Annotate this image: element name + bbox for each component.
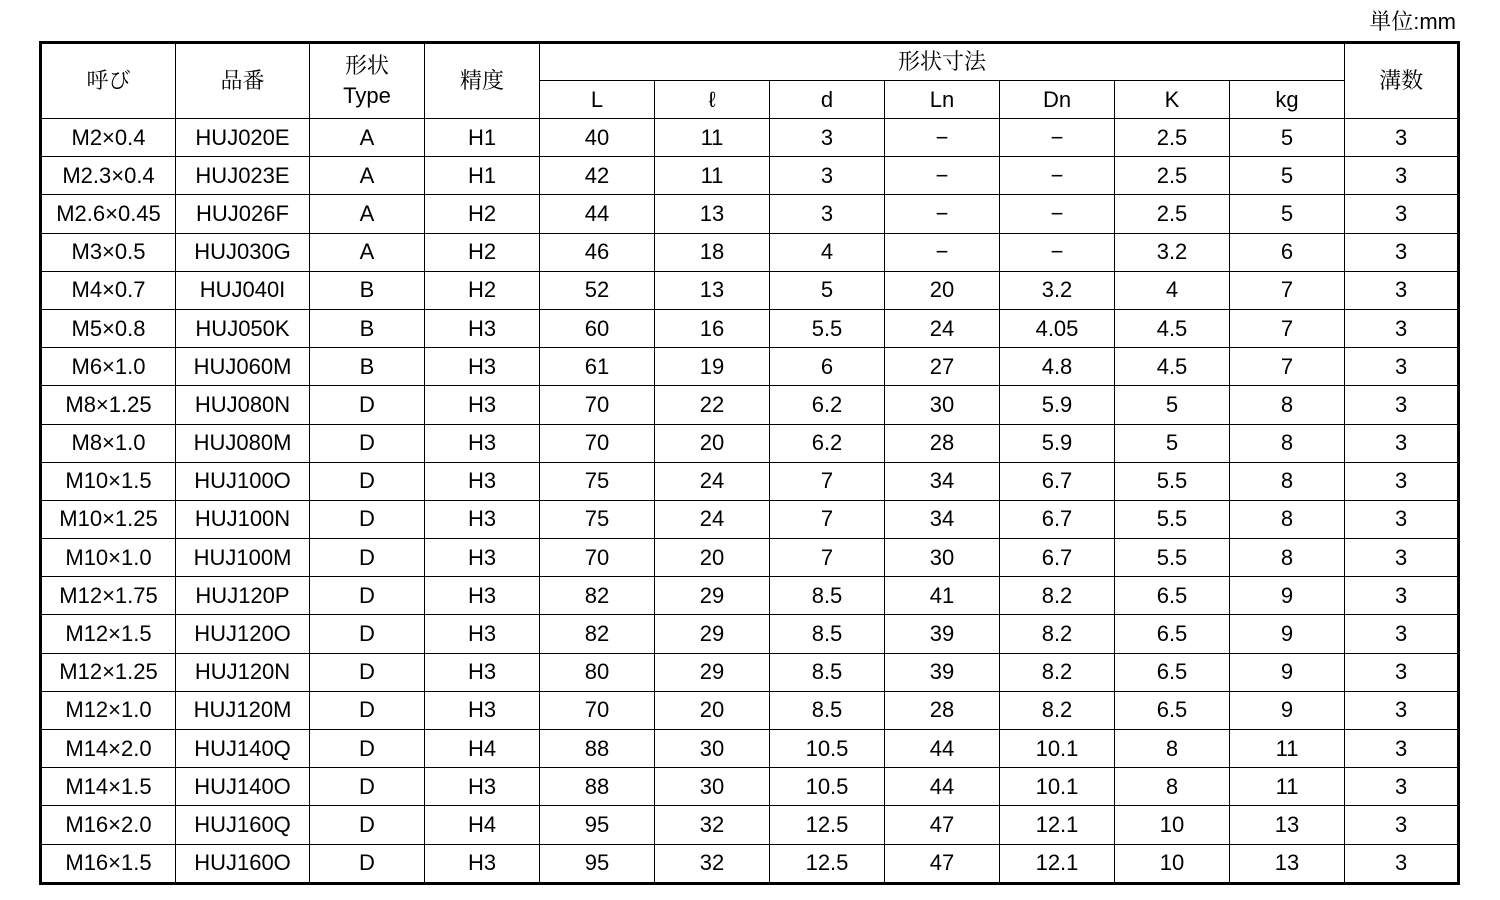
cell-Dn: 6.7 — [1000, 500, 1115, 538]
cell-d: 6 — [770, 348, 885, 386]
cell-Dn: 5.9 — [1000, 424, 1115, 462]
cell-l: 13 — [655, 195, 770, 233]
cell-L: 82 — [540, 577, 655, 615]
table-body — [41, 119, 1459, 884]
cell-kg: 7 — [1230, 348, 1345, 386]
cell-grooves: 3 — [1345, 577, 1459, 615]
cell-Dn: 6.7 — [1000, 539, 1115, 577]
cell-shape: D — [310, 615, 425, 653]
cell-kg: 8 — [1230, 424, 1345, 462]
cell-l: 20 — [655, 539, 770, 577]
table-row — [41, 157, 1459, 195]
cell-Dn: 8.2 — [1000, 653, 1115, 691]
cell-l: 16 — [655, 309, 770, 347]
cell-hinban: HUJ030G — [176, 233, 310, 271]
cell-seido: H1 — [425, 119, 540, 157]
table-row — [41, 500, 1459, 538]
cell-yobi: M4×0.7 — [41, 271, 176, 309]
cell-kg: 6 — [1230, 233, 1345, 271]
cell-seido: H2 — [425, 195, 540, 233]
cell-seido: H3 — [425, 539, 540, 577]
cell-K: 10 — [1115, 806, 1230, 844]
header-hinban: 品番 — [176, 43, 310, 119]
cell-l: 18 — [655, 233, 770, 271]
cell-yobi: M2.3×0.4 — [41, 157, 176, 195]
cell-Dn: 5.9 — [1000, 386, 1115, 424]
cell-K: 4.5 — [1115, 348, 1230, 386]
cell-seido: H3 — [425, 844, 540, 883]
cell-Ln: 44 — [885, 730, 1000, 768]
table-row — [41, 615, 1459, 653]
cell-grooves: 3 — [1345, 233, 1459, 271]
cell-L: 42 — [540, 157, 655, 195]
cell-grooves: 3 — [1345, 768, 1459, 806]
cell-kg: 9 — [1230, 577, 1345, 615]
cell-d: 5.5 — [770, 309, 885, 347]
cell-seido: H2 — [425, 233, 540, 271]
cell-l: 19 — [655, 348, 770, 386]
cell-Ln: 28 — [885, 424, 1000, 462]
cell-l: 29 — [655, 577, 770, 615]
cell-yobi: M2.6×0.45 — [41, 195, 176, 233]
cell-Ln: 20 — [885, 271, 1000, 309]
cell-grooves: 3 — [1345, 424, 1459, 462]
cell-K: 5.5 — [1115, 500, 1230, 538]
cell-Dn: 12.1 — [1000, 844, 1115, 883]
cell-Dn: − — [1000, 195, 1115, 233]
cell-seido: H3 — [425, 500, 540, 538]
cell-K: 2.5 — [1115, 195, 1230, 233]
cell-shape: D — [310, 462, 425, 500]
cell-grooves: 3 — [1345, 844, 1459, 883]
cell-hinban: HUJ080N — [176, 386, 310, 424]
cell-l: 29 — [655, 653, 770, 691]
cell-hinban: HUJ026F — [176, 195, 310, 233]
cell-Ln: 39 — [885, 615, 1000, 653]
cell-Dn: 10.1 — [1000, 768, 1115, 806]
cell-grooves: 3 — [1345, 271, 1459, 309]
cell-Dn: − — [1000, 119, 1115, 157]
cell-shape: D — [310, 500, 425, 538]
cell-kg: 5 — [1230, 157, 1345, 195]
cell-l: 32 — [655, 806, 770, 844]
header-shape — [310, 43, 425, 119]
table-row — [41, 539, 1459, 577]
cell-d: 10.5 — [770, 730, 885, 768]
cell-shape: B — [310, 309, 425, 347]
cell-K: 4 — [1115, 271, 1230, 309]
cell-d: 12.5 — [770, 844, 885, 883]
cell-shape: D — [310, 730, 425, 768]
cell-Ln: 28 — [885, 691, 1000, 729]
cell-Ln: − — [885, 157, 1000, 195]
cell-seido: H3 — [425, 577, 540, 615]
cell-l: 22 — [655, 386, 770, 424]
cell-d: 3 — [770, 119, 885, 157]
cell-seido: H3 — [425, 424, 540, 462]
cell-K: 6.5 — [1115, 691, 1230, 729]
table-row — [41, 348, 1459, 386]
cell-seido: H3 — [425, 653, 540, 691]
cell-yobi: M5×0.8 — [41, 309, 176, 347]
cell-hinban: HUJ160Q — [176, 806, 310, 844]
cell-shape: A — [310, 233, 425, 271]
cell-yobi: M10×1.5 — [41, 462, 176, 500]
cell-shape: D — [310, 386, 425, 424]
cell-K: 5.5 — [1115, 539, 1230, 577]
header-dim-kg: kg — [1230, 81, 1345, 119]
cell-K: 5.5 — [1115, 462, 1230, 500]
cell-hinban: HUJ120P — [176, 577, 310, 615]
cell-d: 6.2 — [770, 424, 885, 462]
cell-d: 10.5 — [770, 768, 885, 806]
cell-hinban: HUJ140Q — [176, 730, 310, 768]
spec-table — [39, 41, 1460, 885]
table-row — [41, 309, 1459, 347]
cell-K: 3.2 — [1115, 233, 1230, 271]
cell-Dn: 4.05 — [1000, 309, 1115, 347]
cell-l: 24 — [655, 462, 770, 500]
cell-grooves: 3 — [1345, 386, 1459, 424]
cell-l: 11 — [655, 157, 770, 195]
cell-yobi: M12×1.75 — [41, 577, 176, 615]
cell-hinban: HUJ050K — [176, 309, 310, 347]
cell-seido: H3 — [425, 768, 540, 806]
cell-yobi: M10×1.0 — [41, 539, 176, 577]
header-shape-jp: 形状 — [344, 53, 389, 78]
cell-seido: H3 — [425, 386, 540, 424]
cell-d: 8.5 — [770, 653, 885, 691]
cell-shape: D — [310, 844, 425, 883]
cell-L: 52 — [540, 271, 655, 309]
cell-grooves: 3 — [1345, 653, 1459, 691]
cell-shape: A — [310, 119, 425, 157]
cell-d: 4 — [770, 233, 885, 271]
cell-Dn: 3.2 — [1000, 271, 1115, 309]
cell-kg: 8 — [1230, 539, 1345, 577]
cell-d: 3 — [770, 157, 885, 195]
cell-d: 3 — [770, 195, 885, 233]
cell-Dn: 6.7 — [1000, 462, 1115, 500]
cell-K: 2.5 — [1115, 119, 1230, 157]
cell-kg: 8 — [1230, 500, 1345, 538]
cell-kg: 5 — [1230, 195, 1345, 233]
table-row — [41, 577, 1459, 615]
cell-hinban: HUJ140O — [176, 768, 310, 806]
cell-l: 24 — [655, 500, 770, 538]
cell-hinban: HUJ160O — [176, 844, 310, 883]
cell-seido: H3 — [425, 348, 540, 386]
table-row — [41, 691, 1459, 729]
cell-Dn: 8.2 — [1000, 691, 1115, 729]
cell-hinban: HUJ120N — [176, 653, 310, 691]
table-row — [41, 730, 1459, 768]
cell-Ln: 41 — [885, 577, 1000, 615]
cell-hinban: HUJ100O — [176, 462, 310, 500]
cell-d: 7 — [770, 462, 885, 500]
cell-L: 75 — [540, 462, 655, 500]
cell-L: 70 — [540, 424, 655, 462]
table-row — [41, 806, 1459, 844]
cell-shape: B — [310, 348, 425, 386]
cell-Dn: 12.1 — [1000, 806, 1115, 844]
cell-K: 6.5 — [1115, 615, 1230, 653]
cell-kg: 11 — [1230, 730, 1345, 768]
cell-L: 80 — [540, 653, 655, 691]
cell-l: 32 — [655, 844, 770, 883]
cell-Ln: 39 — [885, 653, 1000, 691]
cell-shape: D — [310, 539, 425, 577]
cell-seido: H4 — [425, 730, 540, 768]
cell-L: 40 — [540, 119, 655, 157]
cell-L: 44 — [540, 195, 655, 233]
cell-seido: H3 — [425, 691, 540, 729]
cell-shape: A — [310, 195, 425, 233]
table-row — [41, 271, 1459, 309]
cell-Ln: 30 — [885, 386, 1000, 424]
header-grooves: 溝数 — [1345, 43, 1459, 119]
cell-d: 6.2 — [770, 386, 885, 424]
cell-kg: 13 — [1230, 844, 1345, 883]
cell-K: 8 — [1115, 730, 1230, 768]
cell-yobi: M14×2.0 — [41, 730, 176, 768]
cell-kg: 5 — [1230, 119, 1345, 157]
cell-seido: H1 — [425, 157, 540, 195]
cell-L: 75 — [540, 500, 655, 538]
header-seido: 精度 — [425, 43, 540, 119]
cell-l: 11 — [655, 119, 770, 157]
cell-seido: H3 — [425, 462, 540, 500]
cell-seido: H4 — [425, 806, 540, 844]
cell-Dn: − — [1000, 233, 1115, 271]
cell-yobi: M12×1.25 — [41, 653, 176, 691]
table-row — [41, 424, 1459, 462]
cell-l: 30 — [655, 730, 770, 768]
cell-Ln: 44 — [885, 768, 1000, 806]
table-row — [41, 653, 1459, 691]
cell-shape: B — [310, 271, 425, 309]
cell-yobi: M12×1.0 — [41, 691, 176, 729]
cell-hinban: HUJ120O — [176, 615, 310, 653]
header-dim-L: L — [540, 81, 655, 119]
cell-Ln: − — [885, 195, 1000, 233]
cell-shape: A — [310, 157, 425, 195]
cell-grooves: 3 — [1345, 309, 1459, 347]
cell-hinban: HUJ060M — [176, 348, 310, 386]
cell-Ln: − — [885, 233, 1000, 271]
cell-yobi: M16×2.0 — [41, 806, 176, 844]
cell-l: 20 — [655, 424, 770, 462]
table-row — [41, 119, 1459, 157]
cell-kg: 8 — [1230, 386, 1345, 424]
cell-Dn: 4.8 — [1000, 348, 1115, 386]
cell-Ln: 34 — [885, 462, 1000, 500]
cell-Dn: 10.1 — [1000, 730, 1115, 768]
cell-grooves: 3 — [1345, 730, 1459, 768]
cell-L: 46 — [540, 233, 655, 271]
cell-grooves: 3 — [1345, 348, 1459, 386]
cell-kg: 9 — [1230, 615, 1345, 653]
cell-L: 70 — [540, 691, 655, 729]
cell-Dn: 8.2 — [1000, 615, 1115, 653]
cell-yobi: M14×1.5 — [41, 768, 176, 806]
cell-grooves: 3 — [1345, 806, 1459, 844]
cell-K: 10 — [1115, 844, 1230, 883]
cell-shape: D — [310, 768, 425, 806]
cell-shape: D — [310, 653, 425, 691]
cell-L: 70 — [540, 539, 655, 577]
cell-shape: D — [310, 806, 425, 844]
cell-Ln: 24 — [885, 309, 1000, 347]
cell-Ln: 47 — [885, 844, 1000, 883]
cell-kg: 7 — [1230, 271, 1345, 309]
cell-hinban: HUJ120M — [176, 691, 310, 729]
cell-l: 13 — [655, 271, 770, 309]
cell-Ln: 30 — [885, 539, 1000, 577]
cell-yobi: M6×1.0 — [41, 348, 176, 386]
cell-seido: H3 — [425, 615, 540, 653]
cell-L: 95 — [540, 806, 655, 844]
cell-yobi: M16×1.5 — [41, 844, 176, 883]
table-row — [41, 233, 1459, 271]
header-dim-l: ℓ — [655, 81, 770, 119]
unit-label: 単位:mm — [1369, 9, 1456, 34]
cell-Ln: 34 — [885, 500, 1000, 538]
cell-kg: 7 — [1230, 309, 1345, 347]
cell-Dn: − — [1000, 157, 1115, 195]
cell-d: 8.5 — [770, 577, 885, 615]
header-yobi: 呼び — [41, 43, 176, 119]
cell-grooves: 3 — [1345, 539, 1459, 577]
cell-shape: D — [310, 691, 425, 729]
cell-K: 6.5 — [1115, 577, 1230, 615]
cell-d: 5 — [770, 271, 885, 309]
cell-shape: D — [310, 577, 425, 615]
cell-hinban: HUJ020E — [176, 119, 310, 157]
cell-K: 4.5 — [1115, 309, 1230, 347]
cell-grooves: 3 — [1345, 195, 1459, 233]
cell-K: 5 — [1115, 424, 1230, 462]
cell-L: 82 — [540, 615, 655, 653]
header-dim-K: K — [1115, 81, 1230, 119]
table-row — [41, 462, 1459, 500]
cell-Ln: 47 — [885, 806, 1000, 844]
cell-grooves: 3 — [1345, 500, 1459, 538]
cell-L: 88 — [540, 768, 655, 806]
cell-grooves: 3 — [1345, 157, 1459, 195]
table-row — [41, 768, 1459, 806]
cell-kg: 8 — [1230, 462, 1345, 500]
header-dim-Dn: Dn — [1000, 81, 1115, 119]
cell-yobi: M8×1.25 — [41, 386, 176, 424]
cell-hinban: HUJ040I — [176, 271, 310, 309]
cell-L: 70 — [540, 386, 655, 424]
table-header — [41, 43, 1459, 119]
cell-seido: H2 — [425, 271, 540, 309]
cell-d: 7 — [770, 539, 885, 577]
cell-kg: 9 — [1230, 653, 1345, 691]
cell-L: 61 — [540, 348, 655, 386]
cell-Ln: 27 — [885, 348, 1000, 386]
cell-l: 29 — [655, 615, 770, 653]
cell-kg: 11 — [1230, 768, 1345, 806]
cell-Ln: − — [885, 119, 1000, 157]
cell-l: 20 — [655, 691, 770, 729]
cell-shape: D — [310, 424, 425, 462]
cell-hinban: HUJ023E — [176, 157, 310, 195]
cell-hinban: HUJ080M — [176, 424, 310, 462]
cell-l: 30 — [655, 768, 770, 806]
header-dimensions: 形状寸法 — [540, 43, 1345, 81]
cell-Dn: 8.2 — [1000, 577, 1115, 615]
cell-seido: H3 — [425, 309, 540, 347]
cell-hinban: HUJ100M — [176, 539, 310, 577]
cell-grooves: 3 — [1345, 691, 1459, 729]
cell-grooves: 3 — [1345, 615, 1459, 653]
cell-d: 8.5 — [770, 615, 885, 653]
table-row — [41, 386, 1459, 424]
cell-d: 7 — [770, 500, 885, 538]
cell-L: 95 — [540, 844, 655, 883]
cell-kg: 9 — [1230, 691, 1345, 729]
cell-grooves: 3 — [1345, 119, 1459, 157]
cell-yobi: M8×1.0 — [41, 424, 176, 462]
cell-K: 8 — [1115, 768, 1230, 806]
cell-hinban: HUJ100N — [176, 500, 310, 538]
cell-L: 60 — [540, 309, 655, 347]
cell-K: 6.5 — [1115, 653, 1230, 691]
cell-K: 5 — [1115, 386, 1230, 424]
table-row — [41, 195, 1459, 233]
table-row — [41, 844, 1459, 883]
cell-kg: 13 — [1230, 806, 1345, 844]
cell-d: 12.5 — [770, 806, 885, 844]
cell-d: 8.5 — [770, 691, 885, 729]
cell-yobi: M10×1.25 — [41, 500, 176, 538]
header-shape-en: Type — [343, 83, 391, 108]
cell-K: 2.5 — [1115, 157, 1230, 195]
cell-yobi: M12×1.5 — [41, 615, 176, 653]
header-dim-Ln: Ln — [885, 81, 1000, 119]
cell-L: 88 — [540, 730, 655, 768]
cell-grooves: 3 — [1345, 462, 1459, 500]
cell-yobi: M2×0.4 — [41, 119, 176, 157]
cell-yobi: M3×0.5 — [41, 233, 176, 271]
header-dim-d: d — [770, 81, 885, 119]
